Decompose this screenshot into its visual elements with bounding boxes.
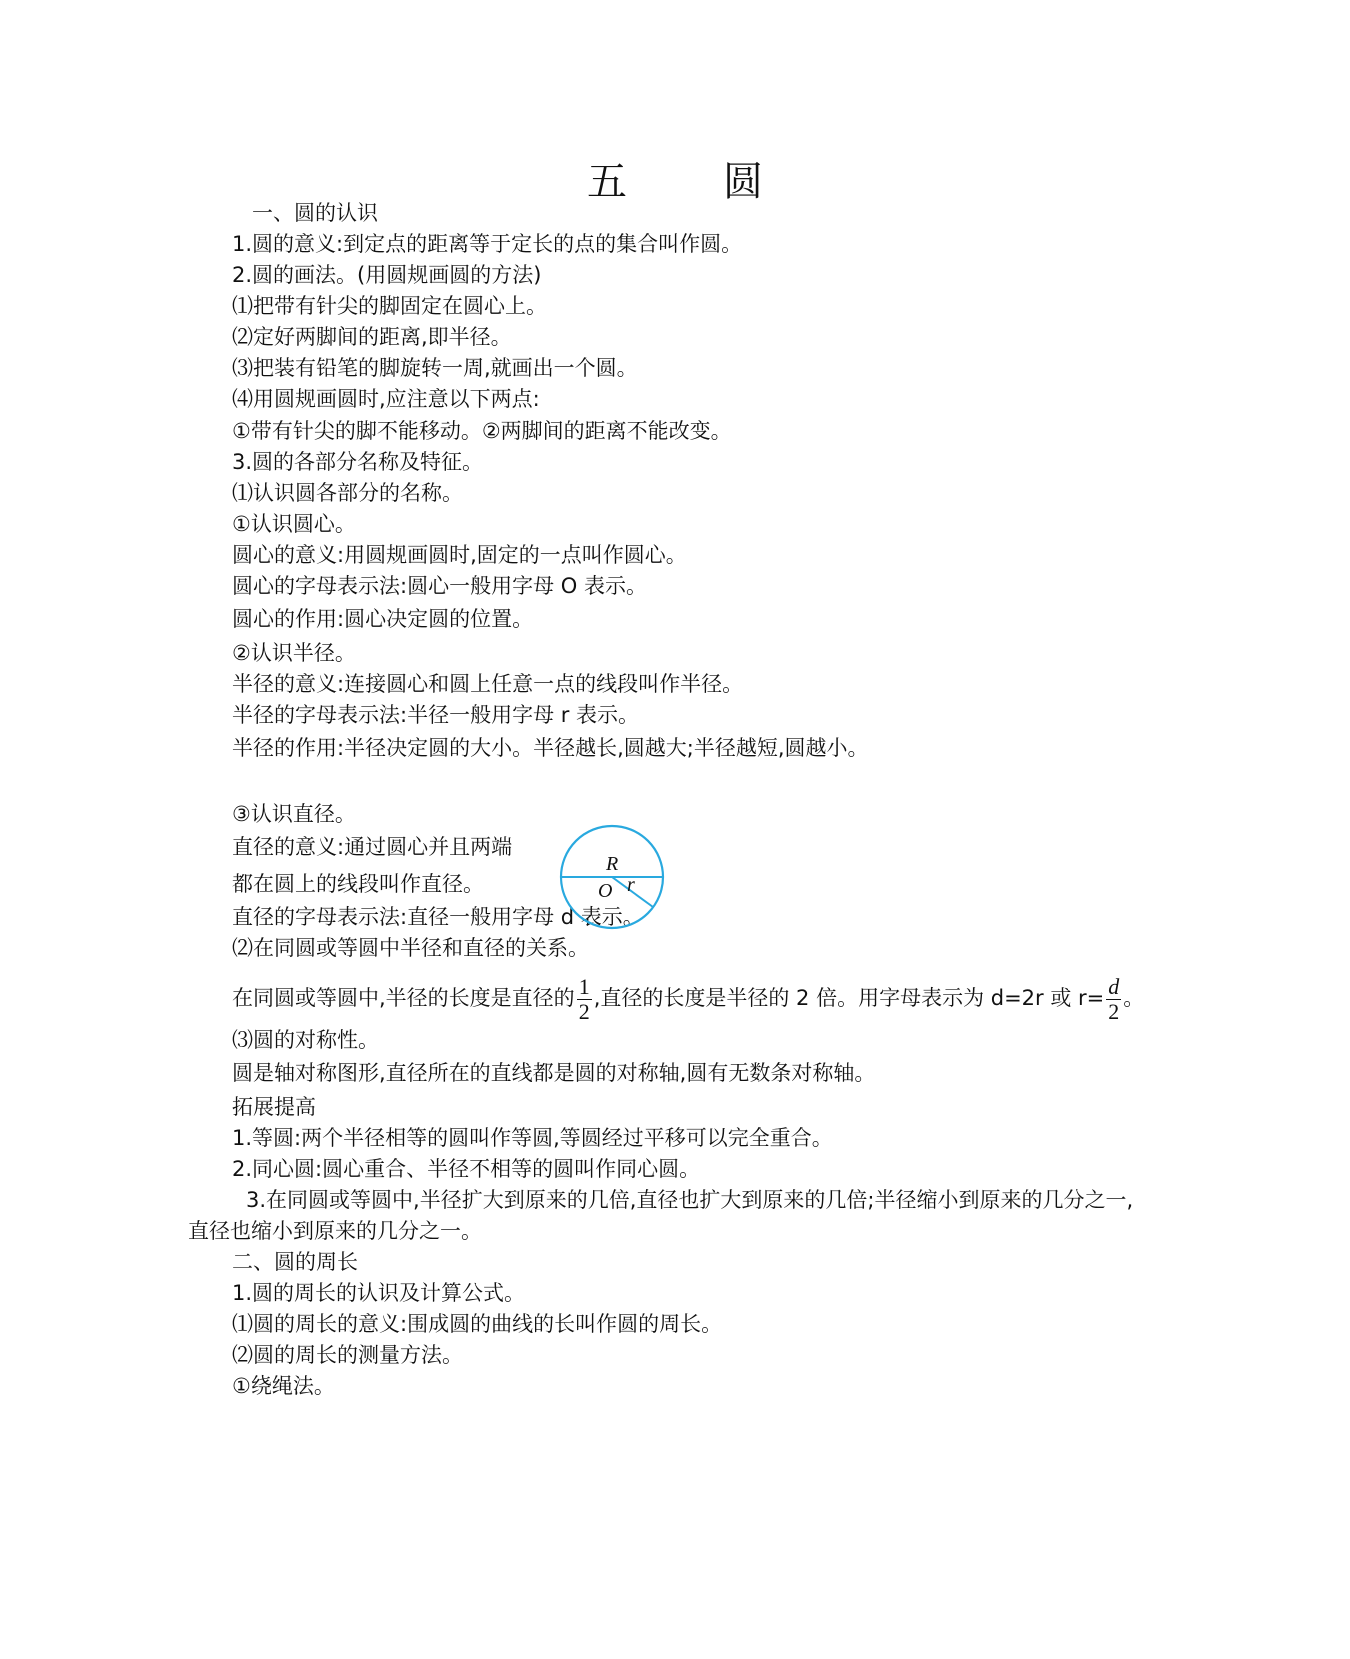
text-line: 3.在同圆或等圆中,半径扩大到原来的几倍,直径也扩大到原来的几倍;半径缩小到原来的几分之一,	[246, 1188, 1134, 1212]
text-line: ⑵定好两脚间的距离,即半径。	[232, 325, 512, 349]
relation-text-1: 在同圆或等圆中,半径的长度是直径的	[232, 986, 575, 1010]
text-line: 2.圆的画法。(用圆规画圆的方法)	[232, 263, 542, 287]
text-line: ①带有针尖的脚不能移动。②两脚间的距离不能改变。	[232, 419, 732, 443]
fraction-one-half	[577, 975, 592, 1024]
text-line: 都在圆上的线段叫作直径。	[232, 872, 484, 896]
relation-text-2: ,直径的长度是半径的 2 倍。用字母表示为 d=2r 或 r=	[593, 986, 1105, 1010]
text-line: 直径的意义:通过圆心并且两端	[232, 835, 513, 859]
fraction-numerator: 1	[578, 973, 590, 999]
text-line: ①绕绳法。	[232, 1374, 335, 1398]
text-line: ⑴认识圆各部分的名称。	[232, 481, 463, 505]
text-line: 圆是轴对称图形,直径所在的直线都是圆的对称轴,圆有无数条对称轴。	[232, 1061, 876, 1085]
fraction-d-over-2	[1106, 975, 1121, 1024]
text-line: 1.圆的周长的认识及计算公式。	[232, 1281, 526, 1305]
section-heading: 二、圆的周长	[232, 1250, 358, 1274]
section-heading: 一、圆的认识	[252, 201, 378, 225]
label-radius: r	[627, 874, 635, 896]
text-line: 直径的字母表示法:直径一般用字母 d 表示。	[232, 905, 644, 929]
text-line: 圆心的意义:用圆规画圆时,固定的一点叫作圆心。	[232, 543, 687, 567]
relation-text-3: 。	[1123, 986, 1145, 1010]
text-line: ⑴把带有针尖的脚固定在圆心上。	[232, 294, 547, 318]
section-heading: 拓展提高	[232, 1095, 316, 1119]
text-line: ②认识半径。	[232, 641, 356, 665]
text-line: 圆心的字母表示法:圆心一般用字母 O 表示。	[232, 574, 647, 598]
text-line: 1.等圆:两个半径相等的圆叫作等圆,等圆经过平移可以完全重合。	[232, 1126, 833, 1150]
text-line: 半径的作用:半径决定圆的大小。半径越长,圆越大;半径越短,圆越小。	[232, 736, 869, 760]
text-line: 圆心的作用:圆心决定圆的位置。	[232, 607, 534, 631]
label-center: O	[598, 880, 613, 902]
text-line: ①认识圆心。	[232, 512, 356, 536]
page-title: 五 圆	[587, 159, 791, 205]
circle-diagram	[555, 820, 670, 935]
text-line: ⑷用圆规画圆时,应注意以下两点:	[232, 387, 540, 411]
text-line: 直径也缩小到原来的几分之一。	[188, 1219, 482, 1243]
fraction-denominator: 2	[1108, 998, 1120, 1024]
text-line: 2.同心圆:圆心重合、半径不相等的圆叫作同心圆。	[232, 1157, 701, 1181]
label-diameter: R	[606, 853, 619, 875]
fraction-denominator: 2	[578, 998, 590, 1024]
text-line: ⑵在同圆或等圆中半径和直径的关系。	[232, 936, 589, 960]
text-line: ⑶把装有铅笔的脚旋转一周,就画出一个圆。	[232, 356, 638, 380]
text-line: ③认识直径。	[232, 802, 356, 826]
text-line: 1.圆的意义:到定点的距离等于定长的点的集合叫作圆。	[232, 232, 743, 256]
text-line: 3.圆的各部分名称及特征。	[232, 450, 484, 474]
text-line: ⑶圆的对称性。	[232, 1028, 379, 1052]
text-line: ⑴圆的周长的意义:围成圆的曲线的长叫作圆的周长。	[232, 1312, 723, 1336]
text-line: 半径的字母表示法:半径一般用字母 r 表示。	[232, 703, 640, 727]
fraction-numerator: d	[1108, 973, 1120, 999]
relation-line	[232, 972, 1144, 1024]
text-line: ⑵圆的周长的测量方法。	[232, 1343, 463, 1367]
text-line: 半径的意义:连接圆心和圆上任意一点的线段叫作半径。	[232, 672, 744, 696]
